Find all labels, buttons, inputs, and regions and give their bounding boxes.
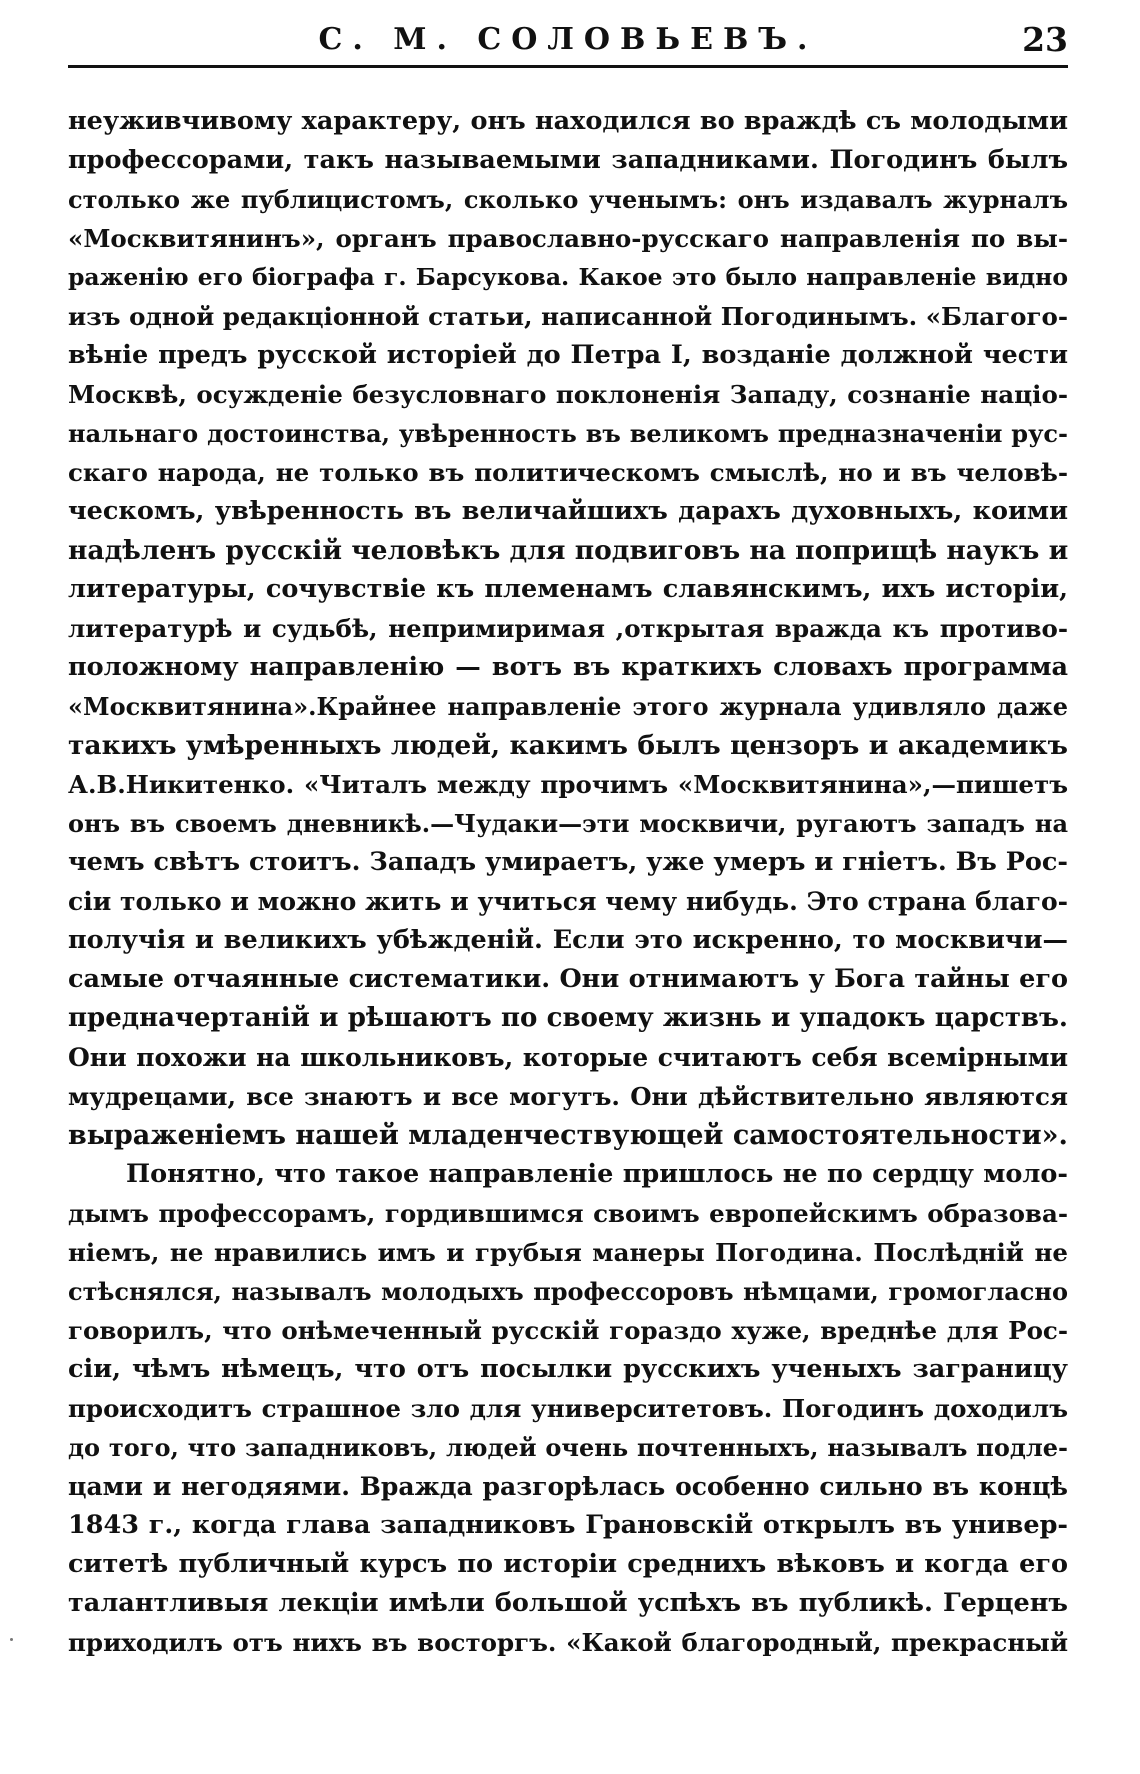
text-line: профессорами, такъ называемыми западниками. Погодинъ былъ: [68, 145, 1068, 175]
text-line: Москвѣ, осужденіе безусловнаго поклоненія Западу, сознаніе націо-: [68, 380, 1068, 409]
text-line: нальнаго достоинства, увѣренность въ великомъ предназначеніи рус-: [68, 419, 1068, 448]
text-line: чемъ свѣтъ стоитъ. Западъ умираетъ, уже умеръ и гніетъ. Въ Рос-: [68, 847, 1068, 877]
text-line: ческомъ, увѣренность въ величайшихъ дарахъ духовныхъ, коими: [68, 496, 1068, 526]
text-line: Они похожи на школьниковъ, которые считаютъ себя всемірными: [68, 1043, 1068, 1072]
text-line: столько же публицистомъ, сколько ученымъ: онъ издавалъ журналъ: [68, 185, 1068, 214]
text-line: онъ въ своемъ дневникѣ.—Чудаки—эти москвичи, ругаютъ западъ на: [68, 809, 1068, 838]
author-header: С. М. СОЛОВЬЕВЪ.: [318, 22, 818, 57]
text-line: вѣніе предъ русской исторіей до Петра I, возданіе должной чести: [68, 340, 1068, 370]
text-line: дымъ профессорамъ, гордившимся своимъ европейскимъ образова-: [68, 1199, 1068, 1228]
text-line: литературы, сочувствіе къ племенамъ славянскимъ, ихъ исторіи,: [68, 574, 1068, 604]
text-line: сіи только и можно жить и учиться чему нибудь. Это страна благо-: [68, 887, 1068, 916]
text-line: ніемъ, не нравились имъ и грубыя манеры Погодина. Послѣдній не: [68, 1238, 1068, 1267]
text-line: мудрецами, все знаютъ и все могутъ. Они дѣйствительно являются: [68, 1082, 1068, 1111]
text-line: скаго народа, не только въ политическомъ смыслѣ, но и въ человѣ-: [68, 458, 1068, 487]
text-line: литературѣ и судьбѣ, непримиримая ,открытая вражда къ противо-: [68, 614, 1068, 643]
running-head: [68, 18, 1068, 62]
text-line: сіи, чѣмъ нѣмецъ, что отъ посылки русскихъ ученыхъ заграницу: [68, 1354, 1068, 1384]
text-line: такихъ умѣренныхъ людей, какимъ былъ цензоръ и академикъ: [68, 730, 1068, 761]
text-line: ситетѣ публичный курсъ по исторіи среднихъ вѣковъ и когда его: [68, 1549, 1068, 1579]
page-number: 23: [1022, 20, 1068, 59]
text-line: раженію его біографа г. Барсукова. Какое это было направленіе видно: [68, 263, 1068, 291]
text-line: говорилъ, что онѣмеченный русскій гораздо хуже, вреднѣе для Рос-: [68, 1316, 1068, 1345]
text-line: 1843 г., когда глава западниковъ Грановскій открылъ въ универ-: [68, 1510, 1068, 1540]
text-line: получія и великихъ убѣжденій. Если это искренно, то москвичи—: [68, 925, 1068, 955]
body-text: [68, 102, 1068, 1662]
text-line: до того, что западниковъ, людей очень почтенныхъ, называлъ подле-: [68, 1433, 1068, 1462]
text-line: предначертаній и рѣшаютъ по своему жизнь и упадокъ царствъ.: [68, 1003, 1068, 1033]
text-line: «Москвитянинъ», органъ православно-русскаго направленія по вы-: [68, 224, 1068, 253]
text-line: цами и негодяями. Вражда разгорѣлась особенно сильно въ концѣ: [68, 1472, 1068, 1501]
margin-speck: [10, 1638, 13, 1641]
text-line: приходилъ отъ нихъ въ восторгъ. «Какой благородный, прекрасный: [68, 1628, 1068, 1657]
header-rule: [68, 65, 1068, 68]
text-line: стѣснялся, называлъ молодыхъ профессоровъ нѣмцами, громогласно: [68, 1277, 1068, 1306]
text-line: А.В.Никитенко. «Читалъ между прочимъ «Москвитянина»,—пишетъ: [68, 770, 1068, 799]
text-line: неуживчивому характеру, онъ находился во враждѣ съ молодыми: [68, 106, 1068, 136]
text-line: надѣленъ русскій человѣкъ для подвиговъ на поприщѣ наукъ и: [68, 535, 1068, 566]
paragraph-end-line: выраженіемъ нашей младенчествующей самостоятельности».: [68, 1120, 1068, 1151]
text-line: самые отчаянные систематики. Они отнимаютъ у Бога тайны его: [68, 964, 1068, 994]
text-line: талантливыя лекціи имѣли большой успѣхъ въ публикѣ. Герценъ: [68, 1588, 1068, 1618]
paragraph-start-line: Понятно, что такое направленіе пришлось не по сердцу моло-: [126, 1159, 1068, 1189]
text-line: положному направленію — вотъ въ краткихъ словахъ программа: [68, 652, 1068, 682]
text-line: происходитъ страшное зло для университетовъ. Погодинъ доходилъ: [68, 1394, 1068, 1423]
text-line: «Москвитянина».Крайнее направленіе этого журнала удивляло даже: [68, 692, 1068, 721]
text-line: изъ одной редакціонной статьи, написанной Погодинымъ. «Благого-: [68, 302, 1068, 331]
